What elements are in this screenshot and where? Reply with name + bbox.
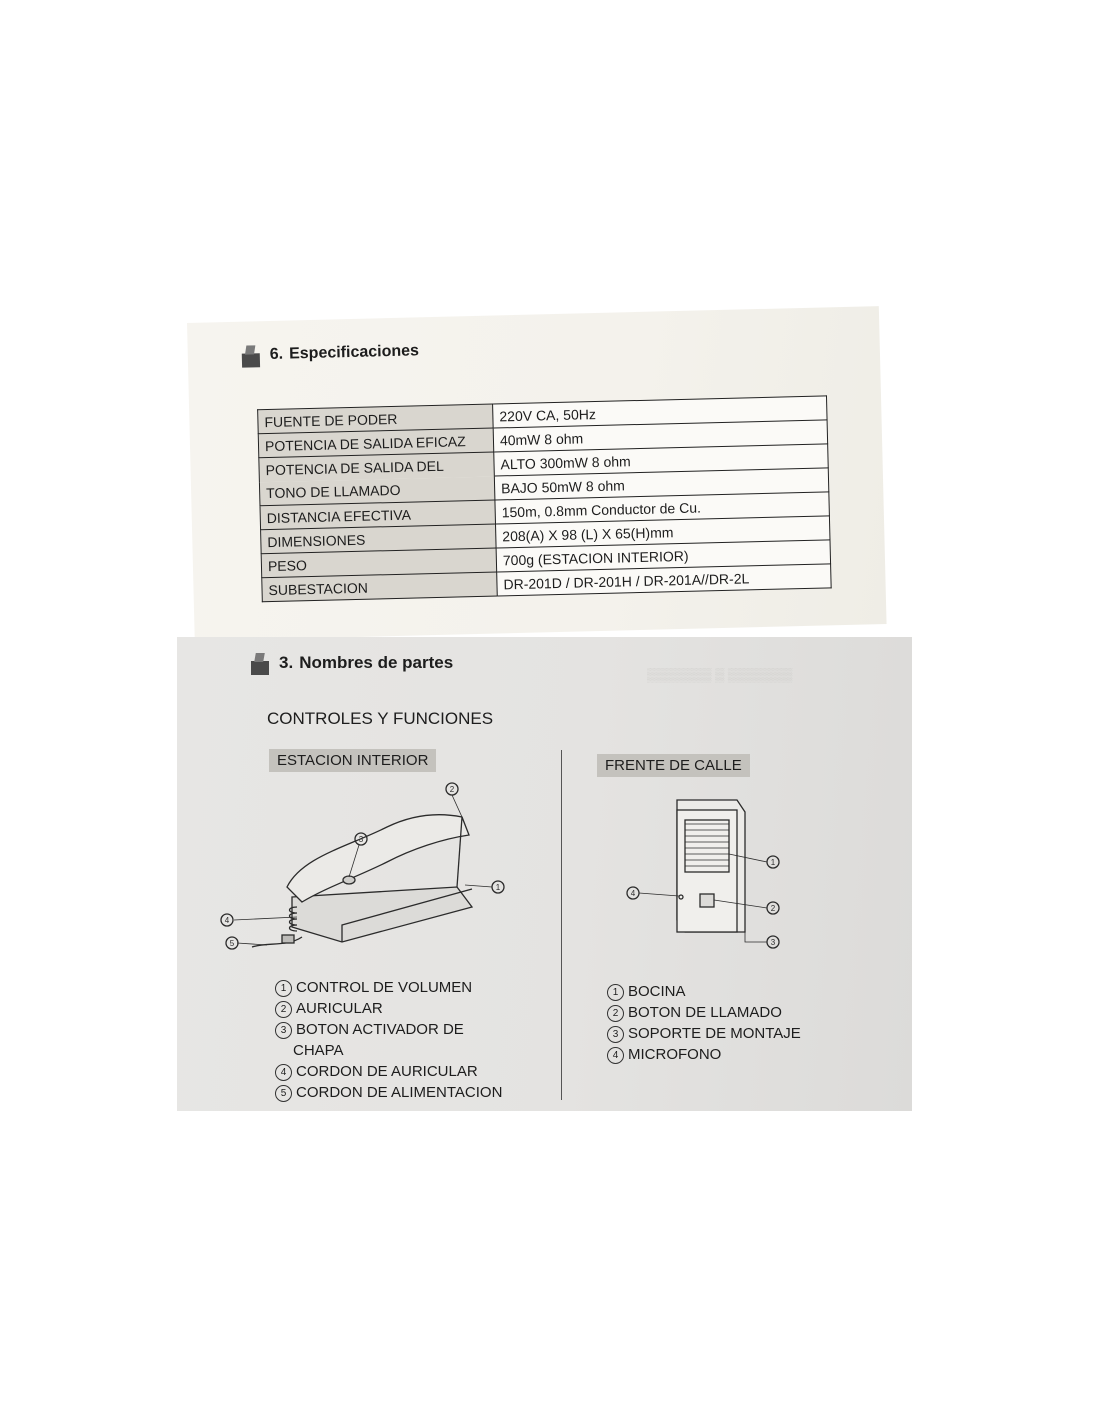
spec-value: BAJO 50mW 8 ohm bbox=[494, 468, 828, 500]
item-label: MICROFONO bbox=[628, 1046, 722, 1063]
callout-1: 1 bbox=[495, 883, 501, 892]
indoor-parts-list bbox=[275, 977, 502, 1103]
item-number: 2 bbox=[607, 1005, 624, 1022]
list-item bbox=[607, 1002, 801, 1023]
parts-heading bbox=[249, 651, 453, 675]
item-number: 4 bbox=[275, 1064, 292, 1081]
specifications-photo bbox=[187, 306, 887, 641]
item-number: 4 bbox=[607, 1047, 624, 1064]
spec-value: DR-201D / DR-201H / DR-201A//DR-2L bbox=[497, 564, 831, 596]
spec-label: POTENCIA DE SALIDA DEL bbox=[259, 452, 495, 482]
specifications-heading bbox=[240, 339, 420, 367]
item-label: CORDON DE ALIMENTACION bbox=[296, 1084, 503, 1101]
spec-label: FUENTE DE PODER bbox=[258, 404, 494, 434]
parts-photo bbox=[177, 637, 912, 1111]
section-number: 6. bbox=[269, 345, 284, 363]
item-label: SOPORTE DE MONTAJE bbox=[628, 1025, 801, 1042]
callout-4: 4 bbox=[630, 889, 636, 898]
list-item bbox=[607, 1023, 801, 1044]
list-item bbox=[275, 1061, 502, 1082]
callout-3: 3 bbox=[770, 938, 776, 947]
list-item bbox=[607, 1044, 801, 1065]
spec-value: 150m, 0.8mm Conductor de Cu. bbox=[495, 492, 829, 524]
item-number: 3 bbox=[275, 1022, 292, 1039]
section-title: Nombres de partes bbox=[299, 653, 454, 672]
box-icon bbox=[249, 651, 271, 675]
callout-3: 3 bbox=[358, 835, 364, 844]
callout-2: 2 bbox=[449, 785, 455, 794]
item-label: AURICULAR bbox=[296, 1000, 383, 1017]
spec-label: DISTANCIA EFECTIVA bbox=[260, 500, 496, 530]
callout-4: 4 bbox=[224, 916, 230, 925]
specifications-table bbox=[257, 395, 832, 602]
section-number: 3. bbox=[279, 653, 294, 672]
street-parts-list bbox=[607, 981, 801, 1065]
item-label: BOTON DE LLAMADO bbox=[628, 1004, 782, 1021]
list-item bbox=[607, 981, 801, 1002]
spec-value: 40mW 8 ohm bbox=[493, 420, 827, 452]
column-divider bbox=[561, 750, 562, 1100]
item-number: 2 bbox=[275, 1001, 292, 1018]
callout-5: 5 bbox=[229, 939, 235, 948]
list-item bbox=[275, 1019, 502, 1040]
item-number: 1 bbox=[607, 984, 624, 1001]
item-label: CONTROL DE VOLUMEN bbox=[296, 979, 473, 996]
item-number: 1 bbox=[275, 980, 292, 997]
callout-1: 1 bbox=[770, 858, 776, 867]
list-item bbox=[275, 998, 502, 1019]
spec-label: POTENCIA DE SALIDA EFICAZ bbox=[258, 428, 494, 458]
spec-value: 700g (ESTACION INTERIOR) bbox=[496, 540, 830, 572]
box-icon bbox=[240, 343, 263, 368]
list-item bbox=[275, 1040, 502, 1061]
item-label: CHAPA bbox=[293, 1042, 344, 1059]
item-label: CORDON DE AURICULAR bbox=[296, 1063, 478, 1080]
spec-label: TONO DE LLAMADO bbox=[259, 476, 495, 506]
spec-label: DIMENSIONES bbox=[261, 524, 497, 554]
item-number: 3 bbox=[607, 1026, 624, 1043]
bleed-through-text: ▒▒▒▒▒▒▒ ▒ ▒▒▒▒▒▒▒ bbox=[647, 667, 793, 682]
controls-subtitle: CONTROLES Y FUNCIONES bbox=[267, 709, 494, 728]
spec-value: 220V CA, 50Hz bbox=[493, 396, 827, 428]
list-item bbox=[275, 977, 502, 998]
indoor-station-tag: ESTACION INTERIOR bbox=[269, 749, 436, 772]
street-panel-illustration bbox=[617, 792, 797, 962]
section-title: Especificaciones bbox=[288, 342, 420, 363]
spec-value: ALTO 300mW 8 ohm bbox=[494, 444, 828, 476]
item-label: BOTON ACTIVADOR DE bbox=[296, 1021, 464, 1038]
indoor-station-illustration bbox=[207, 777, 527, 957]
spec-label: PESO bbox=[261, 548, 497, 578]
spec-value: 208(A) X 98 (L) X 65(H)mm bbox=[496, 516, 830, 548]
spec-label: SUBESTACION bbox=[262, 572, 498, 602]
list-item bbox=[275, 1082, 502, 1103]
item-label: BOCINA bbox=[628, 983, 686, 1000]
item-number: 5 bbox=[275, 1085, 292, 1102]
callout-2: 2 bbox=[770, 904, 776, 913]
street-panel-tag: FRENTE DE CALLE bbox=[597, 754, 750, 777]
